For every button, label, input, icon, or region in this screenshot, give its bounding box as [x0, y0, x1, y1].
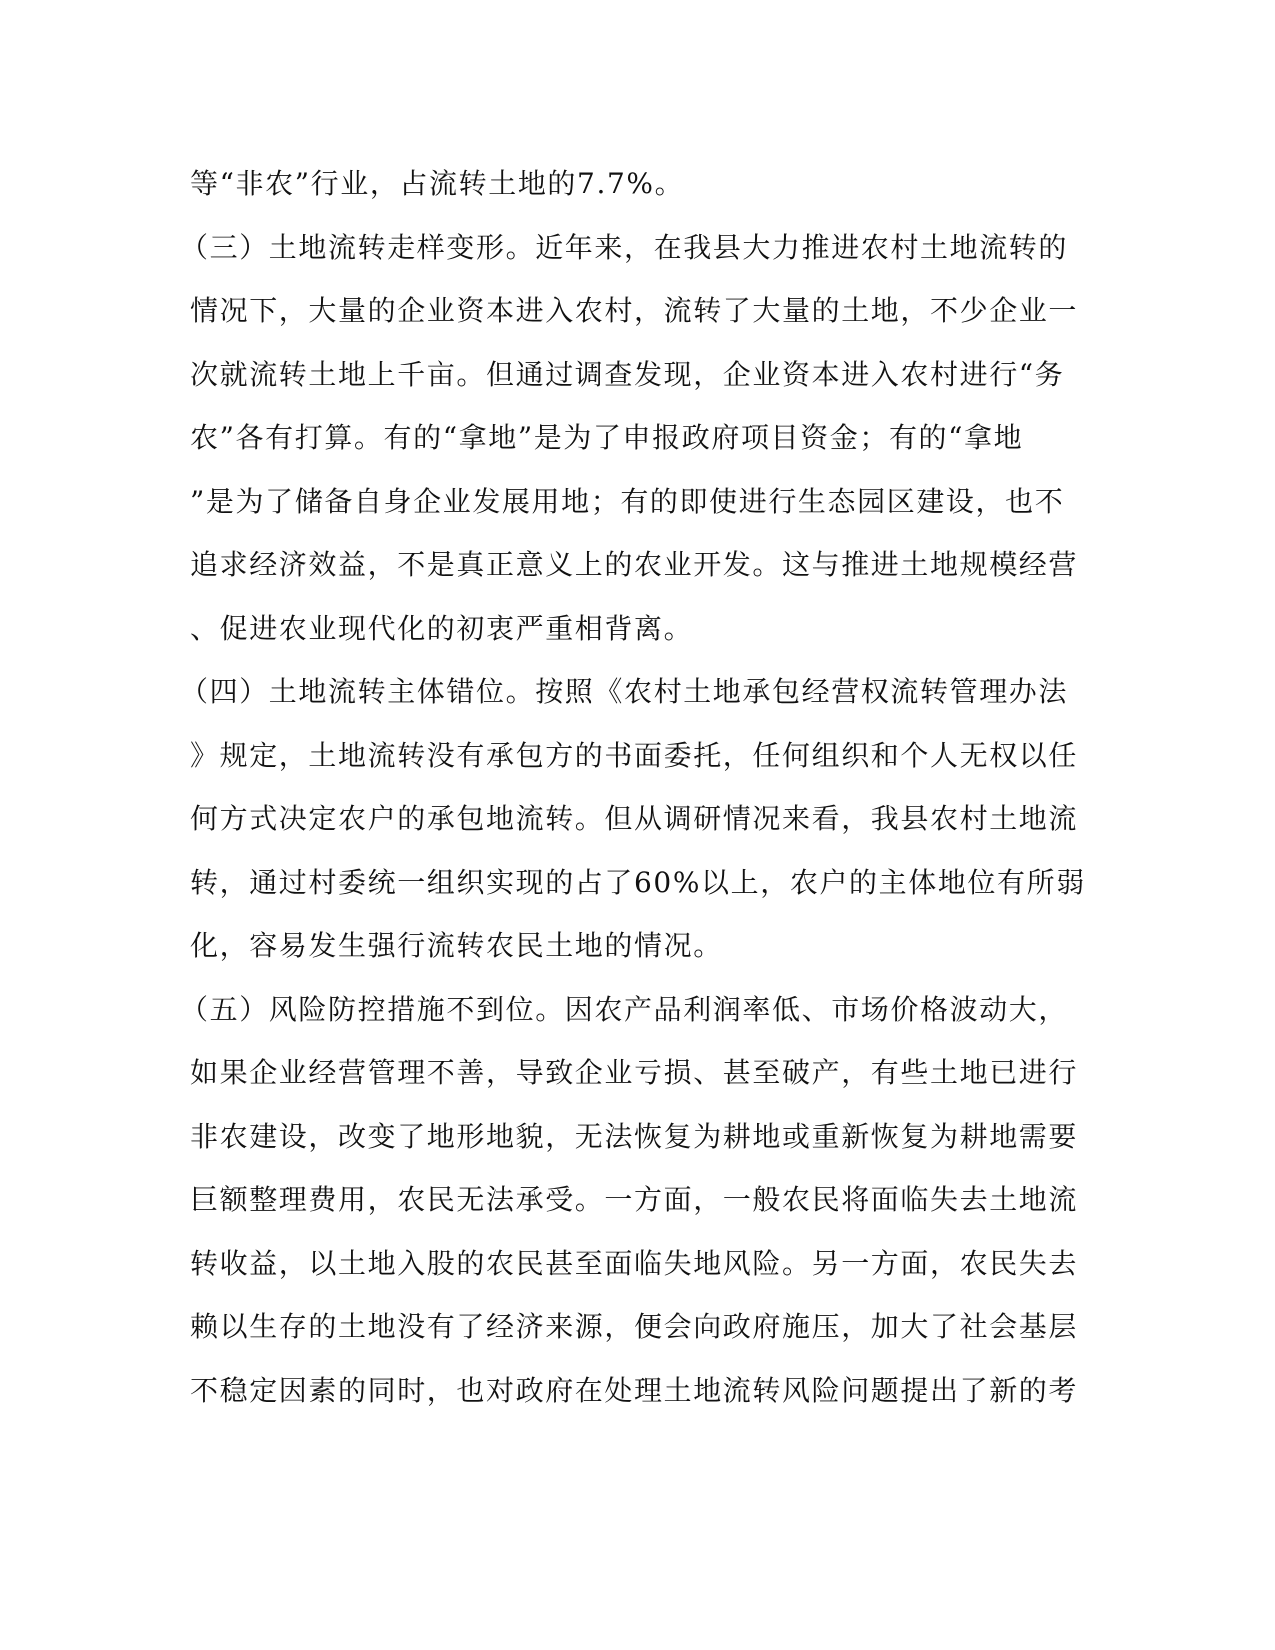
- text-line: 、促进农业现代化的初衷严重相背离。: [190, 611, 694, 645]
- text-line: 转收益，以土地入股的农民甚至面临失地风险。另一方面，农民失去: [190, 1246, 1079, 1280]
- body-text: [180, 152, 1086, 1422]
- text-line: 转，通过村委统一组织实现的占了60%以上，农户的主体地位有所弱: [190, 865, 1086, 899]
- text-line: 赖以生存的土地没有了经济来源，便会向政府施压，加大了社会基层: [190, 1310, 1079, 1343]
- text-line: 情况下，大量的企业资本进入农村，流转了大量的土地，不少企业一: [190, 294, 1079, 327]
- text-line: 等“非农”行业，占流转土地的7.7%。: [190, 167, 685, 200]
- text-line: 不稳定因素的同时，也对政府在处理土地流转风险问题提出了新的考: [190, 1373, 1079, 1407]
- text-line: 非农建设，改变了地形地貌，无法恢复为耕地或重新恢复为耕地需要: [190, 1119, 1079, 1153]
- text-line: 次就流转土地上千亩。但通过调查发现，企业资本进入农村进行“务: [190, 357, 1065, 391]
- text-line: 农”各有打算。有的“拿地”是为了申报政府项目资金；有的“拿地: [190, 421, 1024, 454]
- text-line: 》规定，土地流转没有承包方的书面委托，任何组织和个人无权以任: [190, 738, 1079, 772]
- text-line: ”是为了储备自身企业发展用地；有的即使进行生态园区建设，也不: [190, 484, 1065, 518]
- text-line: 如果企业经营管理不善，导致企业亏损、甚至破产，有些土地已进行: [190, 1056, 1079, 1089]
- text-line: 追求经济效益，不是真正意义上的农业开发。这与推进土地规模经营: [190, 548, 1079, 581]
- text-line: 巨额整理费用，农民无法承受。一方面，一般农民将面临失去土地流: [190, 1183, 1079, 1216]
- text-line: 化，容易发生强行流转农民土地的情况。: [190, 929, 723, 962]
- text-line: （三）土地流转走样变形。近年来，在我县大力推进农村土地流转的: [180, 230, 1069, 264]
- text-line: （四）土地流转主体错位。按照《农村土地承包经营权流转管理办法: [180, 675, 1069, 708]
- text-line: （五）风险防控措施不到位。因农产品利润率低、市场价格波动大，: [180, 992, 1069, 1026]
- text-line: 何方式决定农户的承包地流转。但从调研情况来看，我县农村土地流: [190, 802, 1079, 835]
